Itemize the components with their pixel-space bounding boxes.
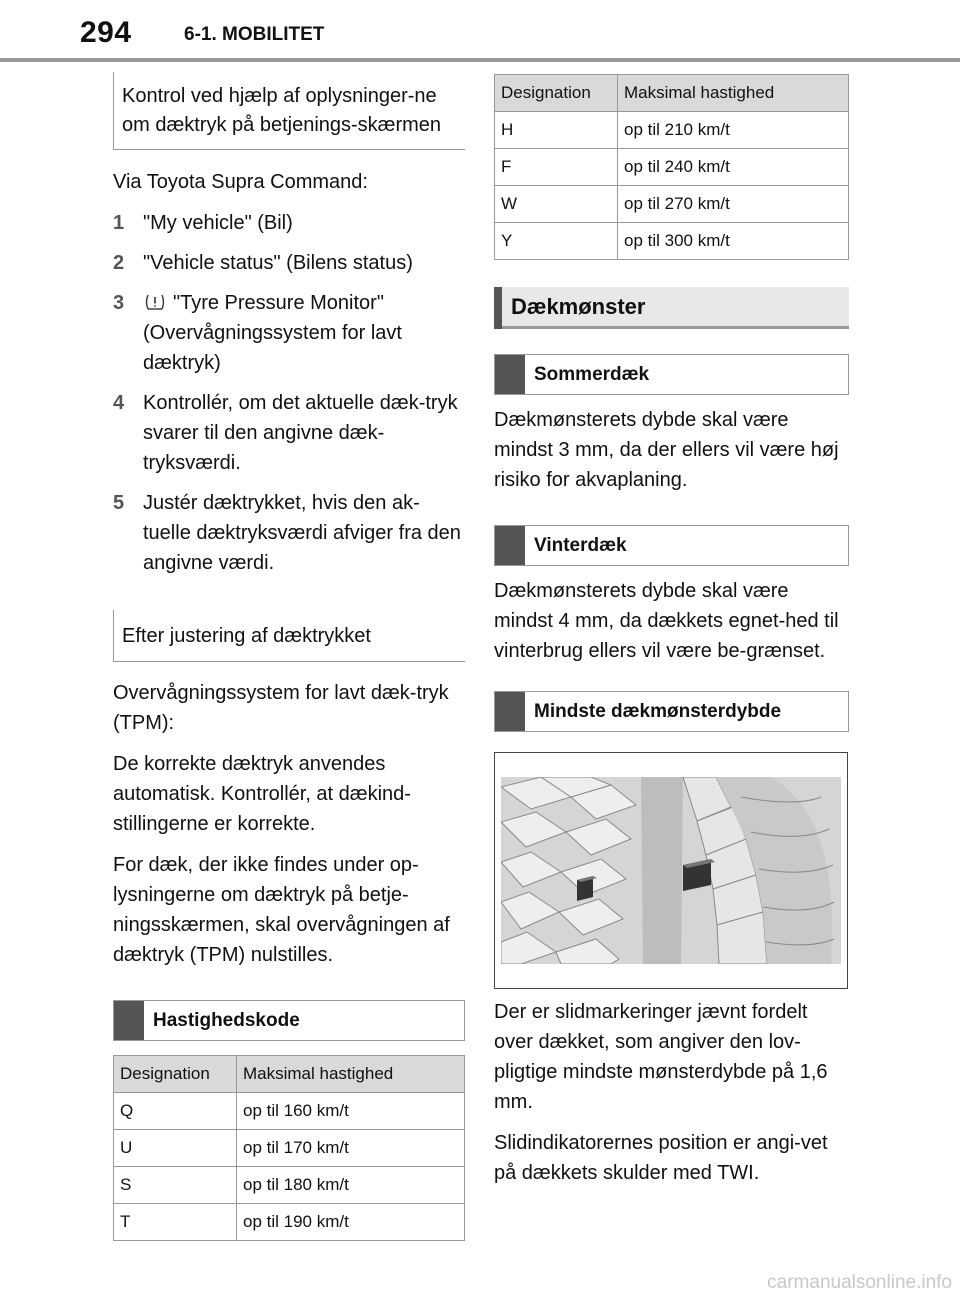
- heading-minimum-tread-depth: [494, 691, 849, 732]
- tyre-pressure-warning-icon: [143, 290, 167, 308]
- cell-max-speed: op til 300 km/t: [618, 223, 849, 260]
- cell-max-speed: op til 210 km/t: [618, 112, 849, 149]
- paragraph: De korrekte dæktryk anvendes automatisk. Kontrollér, at dækind-stillingerne er korrekte.: [113, 753, 411, 835]
- step-number: 2: [113, 252, 125, 274]
- heading-accent-bar: [114, 1001, 144, 1040]
- after-figure-text: Slidindikatorernes position er angi-vet på dækkets skulder med TWI.: [494, 1132, 828, 1184]
- speed-code-table-1: [113, 1055, 465, 1241]
- right-column: [494, 74, 849, 1199]
- summer-tyres-text: Dækmønsterets dybde skal være mindst 3 mm, da der ellers vil være høj risiko for akvaplaning.: [494, 409, 839, 491]
- step-text: Justér dæktrykket, hvis den ak-tuelle dæktryksværdi afviger fra den angivne værdi.: [143, 492, 461, 574]
- heading-speed-code: [113, 1000, 465, 1041]
- table-row: [114, 1204, 465, 1241]
- table-row: [114, 1167, 465, 1204]
- section-heading-tread: [494, 287, 849, 329]
- table-header-row: [495, 75, 849, 112]
- cell-max-speed: op til 270 km/t: [618, 186, 849, 223]
- cell-designation: S: [114, 1167, 237, 1204]
- heading-text: Sommerdæk: [534, 363, 650, 385]
- step-text: "My vehicle" (Bil): [143, 212, 293, 234]
- section-title: 6-1. MOBILITET: [184, 24, 325, 45]
- cell-designation: H: [495, 112, 618, 149]
- heading-tpm-display-check: Kontrol ved hjælp af oplysninger-ne om dæktryk på betjenings-skærmen: [113, 72, 465, 150]
- cell-designation: F: [495, 149, 618, 186]
- table-header-row: [114, 1056, 465, 1093]
- step-item: [113, 388, 465, 478]
- table-row: [114, 1093, 465, 1130]
- heading-accent-bar: [495, 526, 525, 565]
- cell-designation: Q: [114, 1093, 237, 1130]
- heading-text: Vinterdæk: [534, 534, 627, 556]
- heading-accent-bar: [495, 692, 525, 731]
- column-header-designation: Designation: [114, 1056, 237, 1093]
- heading-accent-bar: [495, 355, 525, 394]
- heading-after-adjustment: Efter justering af dæktrykket: [113, 610, 465, 662]
- tire-tread-figure: [494, 752, 848, 989]
- heading-text: Hastighedskode: [153, 1009, 300, 1031]
- step-list: [113, 208, 465, 578]
- cell-designation: W: [495, 186, 618, 223]
- table-row: [495, 149, 849, 186]
- paragraph: Overvågningssystem for lavt dæk-tryk (TPM):: [113, 682, 449, 734]
- cell-max-speed: op til 180 km/t: [237, 1167, 465, 1204]
- cell-max-speed: op til 190 km/t: [237, 1204, 465, 1241]
- cell-designation: U: [114, 1130, 237, 1167]
- step-text: "Tyre Pressure Monitor" (Overvågningssystem for lavt dæktryk): [143, 292, 402, 374]
- intro-text: Via Toyota Supra Command:: [113, 171, 368, 193]
- heading-accent-bar: [494, 287, 502, 329]
- cell-max-speed: op til 170 km/t: [237, 1130, 465, 1167]
- table-row: [495, 186, 849, 223]
- step-text: Kontrollér, om det aktuelle dæk-tryk svarer til den angivne dæk-tryksværdi.: [143, 392, 458, 474]
- after-figure-text: Der er slidmarkeringer jævnt fordelt over dækket, som angiver den lov-pligtige mindste mønsterdybde på 1,6 mm.: [494, 1001, 828, 1113]
- left-column: [113, 72, 465, 1241]
- step-item: [113, 208, 465, 238]
- table-row: [114, 1130, 465, 1167]
- heading-text: Mindste dækmønsterdybde: [534, 700, 782, 722]
- step-text-with-icon: [143, 288, 465, 378]
- cell-max-speed: op til 160 km/t: [237, 1093, 465, 1130]
- cell-designation: Y: [495, 223, 618, 260]
- step-number: 4: [113, 392, 125, 414]
- step-item: [113, 488, 465, 578]
- cell-designation: T: [114, 1204, 237, 1241]
- table-row: [495, 223, 849, 260]
- speed-code-table-2: [494, 74, 849, 260]
- tire-tread-wear-indicator-icon: [501, 777, 841, 964]
- step-number: 3: [113, 292, 125, 314]
- column-header-designation: Designation: [495, 75, 618, 112]
- table-row: [495, 112, 849, 149]
- winter-tyres-text: Dækmønsterets dybde skal være mindst 4 mm, da dækkets egnet-hed til vinterbrug ellers vil være be-grænset.: [494, 580, 839, 662]
- header-rule: [0, 58, 960, 62]
- cell-max-speed: op til 240 km/t: [618, 149, 849, 186]
- paragraph: For dæk, der ikke findes under op-lysningerne om dæktryk på betje-ningsskærmen, skal overvågningen af dæktryk (TPM) nulstilles.: [113, 854, 450, 966]
- step-item: [113, 288, 465, 378]
- column-header-max-speed: Maksimal hastighed: [618, 75, 849, 112]
- page-number: 294: [80, 16, 132, 49]
- step-text: "Vehicle status" (Bilens status): [143, 252, 413, 274]
- step-item: [113, 248, 465, 278]
- column-header-max-speed: Maksimal hastighed: [237, 1056, 465, 1093]
- heading-summer-tyres: [494, 354, 849, 395]
- step-number: 5: [113, 492, 125, 514]
- step-number: 1: [113, 212, 125, 234]
- watermark: carmanualsonline.info: [767, 1272, 952, 1293]
- heading-text: Dækmønster: [511, 293, 646, 319]
- heading-winter-tyres: [494, 525, 849, 566]
